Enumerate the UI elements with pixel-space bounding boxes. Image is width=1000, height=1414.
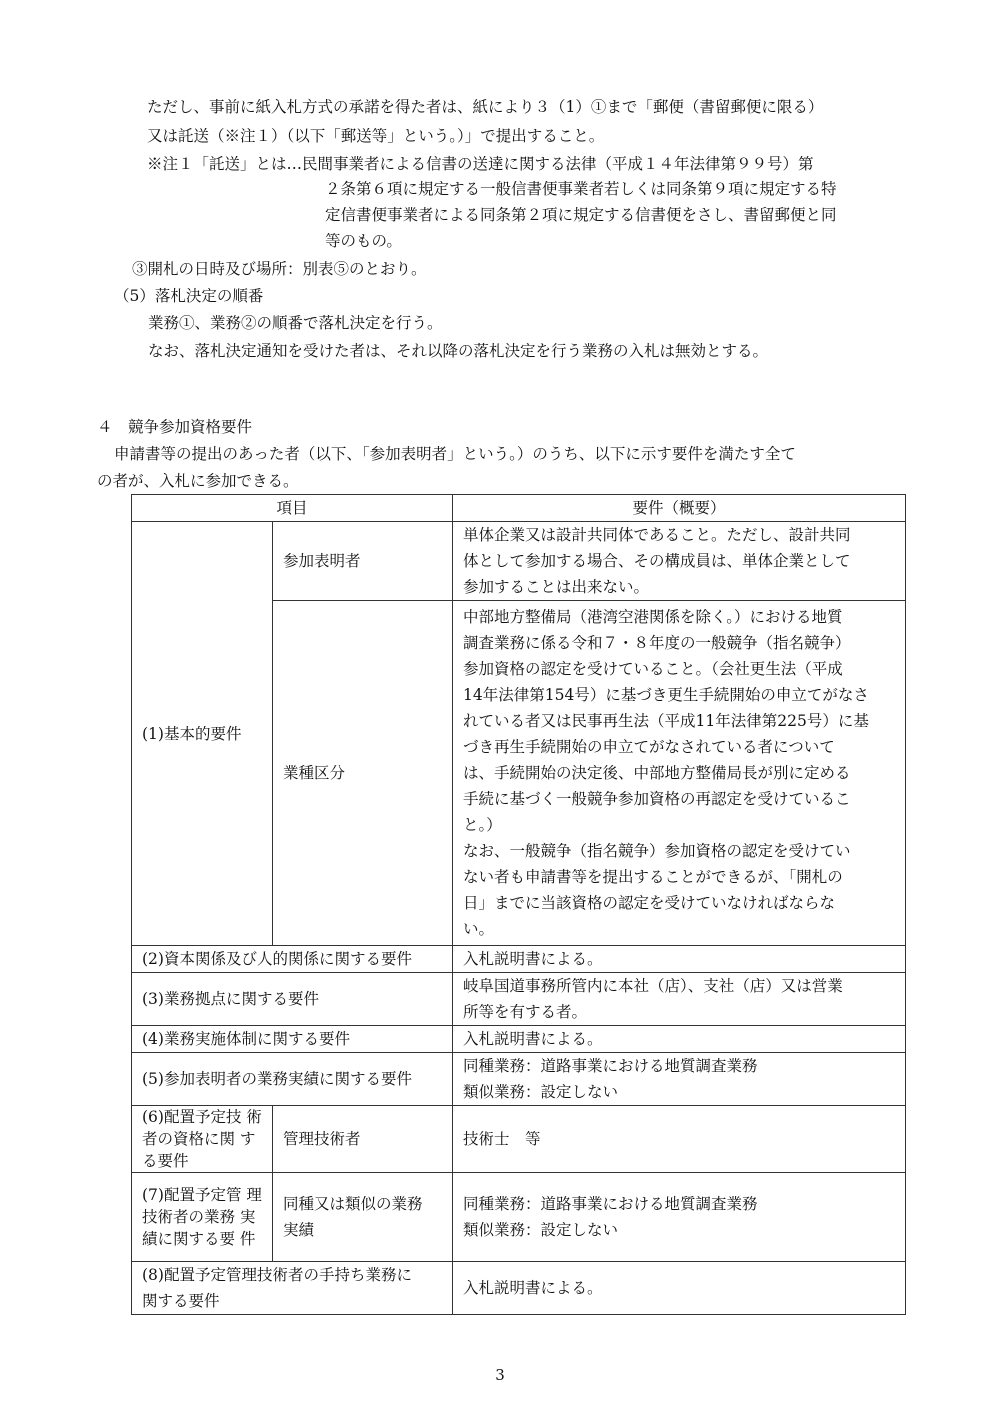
sec5-title: （5）落札決定の順番 [114,287,264,305]
table-row [132,1173,906,1262]
section4-heading: ４ 競争参加資格要件 [97,418,253,436]
intro-line-1: ただし、事前に紙入札方式の承諾を得た者は、紙により３（1）①まで「郵便（書留郵便に限る） [147,98,824,116]
row1b-requirement: 中部地方整備局（港湾空港関係を除く。）における地質 調査業務に係る令和７・８年度の一般競争（指名競争） 参加資格の認定を受けていること。（会社更生法（平成 14年法律第154号）に基づき更生手続開始の申立てがなさ れている者又は民事再生法（平成11年法律第225号）に基 づき再生手続開始の申立てがなされている者について は、手続開始の決定後、中部地方整備局長が別に定める 手続に基づく一般競争参加資格の再認定を受けているこ と。） なお、一般競争（指名競争）参加資格の認定を受けてい ない者も申請書等を提出することができるが、「開札の 日」までに当該資格の認定を受けていなければならな い。 [453,601,906,946]
row3-label: (3)業務拠点に関する要件 [132,973,453,1026]
row7-subitem: 同種又は類似の業務 実績 [273,1173,453,1262]
row1b-subitem: 業種区分 [273,601,453,946]
table-row [132,1026,906,1053]
intro-line-2: 又は託送（※注１）（以下「郵送等」という。）」で提出すること。 [147,127,605,145]
row5-label: (5)参加表明者の業務実績に関する要件 [132,1053,453,1106]
sec5-line-1: 業務①、業務②の順番で落札決定を行う。 [148,314,443,332]
note-head: ※注１「託送」とは…民間事業者による信書の送達に関する法律（平成１４年法律第９９号）第 [147,155,814,173]
note-cont-3: 等のもの。 [325,232,402,250]
row7-requirement: 同種業務：道路事業における地質調査業務 類似業務：設定しない [453,1173,906,1262]
row7-label: (7)配置予定管 理技術者の業務 実績に関する要 件 [132,1173,273,1262]
note-cont-1: ２条第６項に規定する一般信書便事業者若しくは同条第９項に規定する特 [325,180,837,198]
row6-requirement: 技術士 等 [453,1106,906,1173]
table-row [132,1106,906,1173]
row4-requirement: 入札説明書による。 [453,1026,906,1053]
row1a-subitem: 参加表明者 [273,522,453,601]
sec5-line-2: なお、落札決定通知を受けた者は、それ以降の落札決定を行う業務の入札は無効とする。 [148,342,769,360]
header-item: 項目 [132,495,453,522]
opening-info: ③開札の日時及び場所：別表⑤のとおり。 [132,260,427,278]
table-row [132,522,906,601]
row6-subitem: 管理技術者 [273,1106,453,1173]
note-cont-2: 定信書便事業者による同条第２項に規定する信書便をさし、書留郵便と同 [325,206,837,224]
table-row [132,946,906,973]
row8-label: (8)配置予定管理技術者の手持ち業務に 関する要件 [132,1262,453,1315]
row6-label: (6)配置予定技 術者の資格に関 する要件 [132,1106,273,1173]
row2-label: (2)資本関係及び人的関係に関する要件 [132,946,453,973]
row5-requirement: 同種業務：道路事業における地質調査業務 類似業務：設定しない [453,1053,906,1106]
row4-label: (4)業務実施体制に関する要件 [132,1026,453,1053]
section4-para-1: 申請書等の提出のあった者（以下、「参加表明者」という。）のうち、以下に示す要件を満たす全て [114,445,796,463]
row3-requirement: 岐阜国道事務所管内に本社（店）、支社（店）又は営業 所等を有する者。 [453,973,906,1026]
header-requirement: 要件（概要） [453,495,906,522]
row2-requirement: 入札説明書による。 [453,946,906,973]
table-header-row [132,495,906,522]
page-number: 3 [495,1366,505,1384]
table-row [132,1053,906,1106]
requirements-table [131,494,906,1315]
table-row [132,973,906,1026]
row1-label: (1)基本的要件 [132,522,273,946]
table-row [132,1262,906,1315]
section4-para-2: の者が、入札に参加できる。 [97,472,299,490]
row8-requirement: 入札説明書による。 [453,1262,906,1315]
row1a-requirement: 単体企業又は設計共同体であること。ただし、設計共同 体として参加する場合、その構成員は、単体企業として 参加することは出来ない。 [453,522,906,601]
